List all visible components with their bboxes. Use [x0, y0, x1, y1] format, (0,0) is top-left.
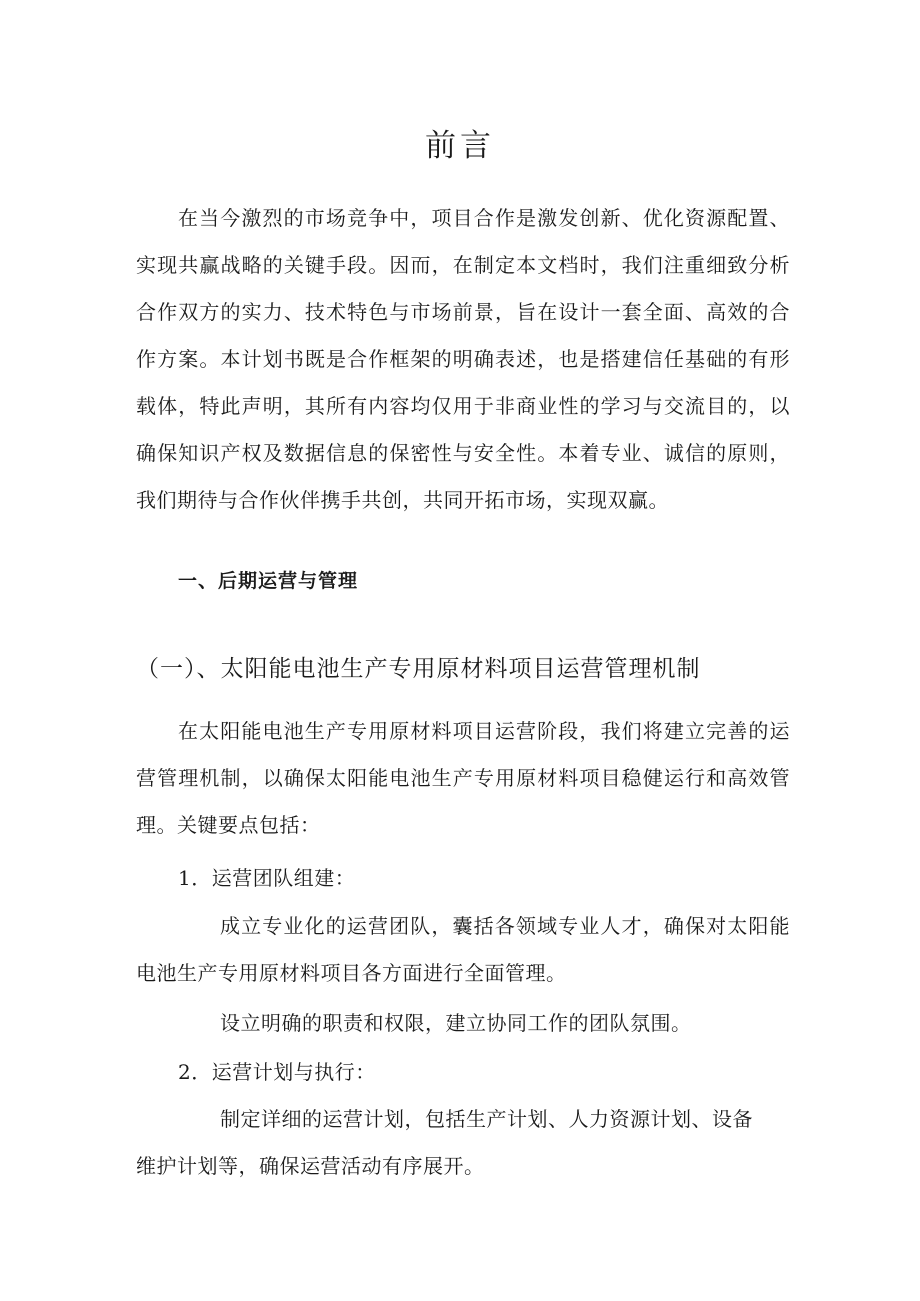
item-paragraph-team-2: 设立明确的职责和权限，建立协同工作的团队氛围。	[220, 1011, 692, 1035]
item-paragraph-plan-1: 制定详细的运营计划，包括生产计划、人力资源计划、设备	[220, 1107, 753, 1131]
item-label-plan: 2．运营计划与执行：	[178, 1060, 376, 1084]
subsection-heading: （一）、太阳能电池生产专用原材料项目运营管理机制	[136, 656, 701, 682]
item-paragraph-team-1: 成立专业化的运营团队，囊括各领域专业人才，确保对太阳能电池生产专用原材料项目各方面进行全面管理。	[136, 914, 790, 985]
intro-paragraph: 在当今激烈的市场竞争中，项目合作是激发创新、优化资源配置、实现共赢战略的关键手段。因而，在制定本文档时，我们注重细致分析合作双方的实力、技术特色与市场前景，旨在设计一套全面、高效的合作方案。本计划书既是合作框架的明确表述，也是搭建信任基础的有形载体，特此声明，其所有内容均仅用于非商业性的学习与交流目的，以确保知识产权及数据信息的保密性与安全性。本着专业、诚信的原则，我们期待与合作伙伴携手共创，共同开拓市场，实现双赢。	[136, 206, 790, 512]
page-title: 前言	[425, 128, 495, 164]
mechanism-paragraph: 在太阳能电池生产专用原材料项目运营阶段，我们将建立完善的运营管理机制，以确保太阳能电池生产专用原材料项目稳健运行和高效管理。关键要点包括：	[136, 719, 790, 837]
item-label-team: 1．运营团队组建：	[178, 866, 356, 890]
item-paragraph-plan-2: 维护计划等，确保运营活动有序展开。	[136, 1154, 485, 1178]
section-heading: 一、后期运营与管理	[178, 570, 359, 592]
